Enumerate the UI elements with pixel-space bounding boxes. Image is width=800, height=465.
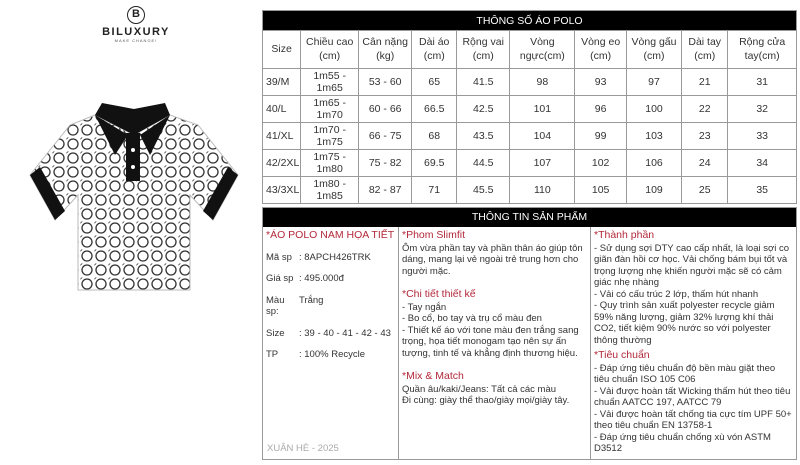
table-cell: 75 - 82 <box>359 150 412 177</box>
table-cell: 1m75 - 1m80 <box>301 150 359 177</box>
polo-shirt-image <box>10 95 250 295</box>
material-standard-column <box>591 227 796 460</box>
design-line: - Tay ngắn <box>402 301 447 313</box>
table-cell: 33 <box>728 123 797 150</box>
table-cell: 103 <box>626 123 681 150</box>
product-info-title: THÔNG TIN SẢN PHẨM <box>263 208 796 227</box>
table-row <box>263 69 797 96</box>
table-row <box>263 123 797 150</box>
spec-row <box>266 349 395 361</box>
material-line: - Sử dụng sợi DTY cao cấp nhất, là loại sợi co giãn đàn hồi cơ học. Vải chống bám bụi tốt và trọng lượng nhẹ khiến người mặc sẽ có cảm giác nhẹ nhàng <box>594 242 790 288</box>
product-summary-column <box>263 227 399 460</box>
column-header: Rộng vai (cm) <box>457 31 510 69</box>
form-title: *Phom Slimfit <box>402 229 466 241</box>
table-cell: 97 <box>626 69 681 96</box>
design-title: *Chi tiết thiết kế <box>402 288 476 300</box>
table-cell: 35 <box>728 177 797 204</box>
spec-value: : 495.000đ <box>299 273 344 284</box>
table-cell: 43.5 <box>457 123 510 150</box>
column-header: Chiều cao (cm) <box>301 31 359 69</box>
table-cell: 53 - 60 <box>359 69 412 96</box>
spec-row <box>266 328 395 340</box>
table-row <box>263 96 797 123</box>
table-cell: 105 <box>575 177 627 204</box>
table-cell: 1m55 - 1m65 <box>301 69 359 96</box>
table-cell: 24 <box>682 150 728 177</box>
table-cell: 104 <box>510 123 575 150</box>
table-cell: 22 <box>682 96 728 123</box>
mix-line: Quần âu/kaki/Jeans: Tất cả các màu <box>402 383 557 395</box>
table-cell: 93 <box>575 69 627 96</box>
spec-label: Mã sp <box>266 251 292 263</box>
table-cell: 82 - 87 <box>359 177 412 204</box>
table-cell: 32 <box>728 96 797 123</box>
table-cell: 109 <box>626 177 681 204</box>
table-cell: 60 - 66 <box>359 96 412 123</box>
standard-title: *Tiêu chuẩn <box>594 349 650 361</box>
table-cell: 43/3XL <box>263 177 301 204</box>
spec-value: : 100% Recycle <box>299 349 366 360</box>
column-header: Vòng gấu (cm) <box>626 31 681 69</box>
brand-logo <box>100 6 172 43</box>
table-cell: 31 <box>728 69 797 96</box>
size-chart-title: THÔNG SỐ ÁO POLO <box>263 11 797 31</box>
column-header: Cân nặng (kg) <box>359 31 412 69</box>
spec-value: Trắng <box>299 294 324 306</box>
table-cell: 106 <box>626 150 681 177</box>
spec-row <box>266 252 395 264</box>
form-text: Ôm vừa phần tay và phần thân áo giúp tôn dáng, mang lại vẻ ngoài trẻ trung hơn cho người mặc. <box>402 242 583 277</box>
column-header: Dài tay (cm) <box>682 31 728 69</box>
design-line: - Bo cổ, bo tay và trụ cổ màu đen <box>402 313 542 324</box>
table-cell: 110 <box>510 177 575 204</box>
standard-line: - Vải được hoàn tất Wicking thấm hút theo tiêu chuẩn AATCC 197, AATCC 79 <box>594 385 791 408</box>
table-cell: 41/XL <box>263 123 301 150</box>
column-header: Vòng ngực(cm) <box>510 31 575 69</box>
standard-line: - Đáp ứng tiêu chuẩn chống xù vón ASTM D3512 <box>594 431 771 454</box>
column-header: Rộng cửa tay(cm) <box>728 31 797 69</box>
mix-line: Đi cùng: giày thể thao/giày mọi/giày tây. <box>402 395 570 406</box>
size-chart-table <box>262 10 797 204</box>
table-cell: 66 - 75 <box>359 123 412 150</box>
table-cell: 34 <box>728 150 797 177</box>
table-cell: 66.5 <box>412 96 457 123</box>
table-cell: 40/L <box>263 96 301 123</box>
table-cell: 107 <box>510 150 575 177</box>
table-cell: 1m80 - 1m85 <box>301 177 359 204</box>
table-cell: 68 <box>412 123 457 150</box>
table-cell: 98 <box>510 69 575 96</box>
table-cell: 44.5 <box>457 150 510 177</box>
table-cell: 21 <box>682 69 728 96</box>
standard-line: - Vải được hoàn tất chống tia cực tím UPF 50+ theo tiêu chuẩn EN 13758-1 <box>594 408 792 431</box>
spec-label: Màu sp: <box>266 294 285 317</box>
logo-mark-icon: B <box>127 6 145 24</box>
table-cell: 99 <box>575 123 627 150</box>
spec-label: TP <box>266 349 279 360</box>
table-cell: 23 <box>682 123 728 150</box>
table-cell: 25 <box>682 177 728 204</box>
spec-row <box>266 295 395 318</box>
table-cell: 41.5 <box>457 69 510 96</box>
table-cell: 100 <box>626 96 681 123</box>
material-line: - Vải có cấu trúc 2 lớp, thấm hút nhanh <box>594 288 759 300</box>
spec-row <box>266 273 395 285</box>
table-cell: 1m70 - 1m75 <box>301 123 359 150</box>
product-info-panel <box>262 207 797 460</box>
brand-tagline: MAKE CHANGE! <box>114 38 158 43</box>
spec-label: Giá sp <box>266 273 294 284</box>
design-line: - Thiết kế áo với tone màu đen trắng sang trọng, họa tiết monogam tạo nên sự ấn tượng, tinh tế và khẳng định thương hiệu. <box>402 324 579 359</box>
table-cell: 42/2XL <box>263 150 301 177</box>
season-label: XUÂN HÈ - 2025 <box>267 442 339 454</box>
table-cell: 101 <box>510 96 575 123</box>
brand-name: BILUXURY <box>102 26 170 38</box>
table-row <box>263 177 797 204</box>
spec-value: : 8APCH426TRK <box>299 251 371 263</box>
table-cell: 102 <box>575 150 627 177</box>
table-cell: 1m65 - 1m70 <box>301 96 359 123</box>
table-cell: 71 <box>412 177 457 204</box>
table-cell: 45.5 <box>457 177 510 204</box>
product-name: *ÁO POLO NAM HỌA TIẾT <box>266 229 395 241</box>
standard-line: - Đáp ứng tiêu chuẩn độ bền màu giặt theo tiêu chuẩn ISO 105 C06 <box>594 362 776 385</box>
spec-value: : 39 - 40 - 41 - 42 - 43 <box>299 327 391 339</box>
table-cell: 42.5 <box>457 96 510 123</box>
product-details-column <box>399 227 591 460</box>
mix-title: *Mix & Match <box>402 370 464 382</box>
material-title: *Thành phần <box>594 229 655 241</box>
spec-label: Size <box>266 327 285 339</box>
material-line: - Quy trình sản xuất polyester recycle giảm 59% năng lượng, giảm 32% lượng khí thải CO2, tiết kiệm 90% nước so với polyester thông thường <box>594 300 775 346</box>
table-cell: 39/M <box>263 69 301 96</box>
table-cell: 69.5 <box>412 150 457 177</box>
table-cell: 96 <box>575 96 627 123</box>
column-header: Size <box>263 31 301 69</box>
column-header: Dài áo (cm) <box>412 31 457 69</box>
table-row <box>263 150 797 177</box>
table-cell: 65 <box>412 69 457 96</box>
column-header: Vòng eo (cm) <box>575 31 627 69</box>
